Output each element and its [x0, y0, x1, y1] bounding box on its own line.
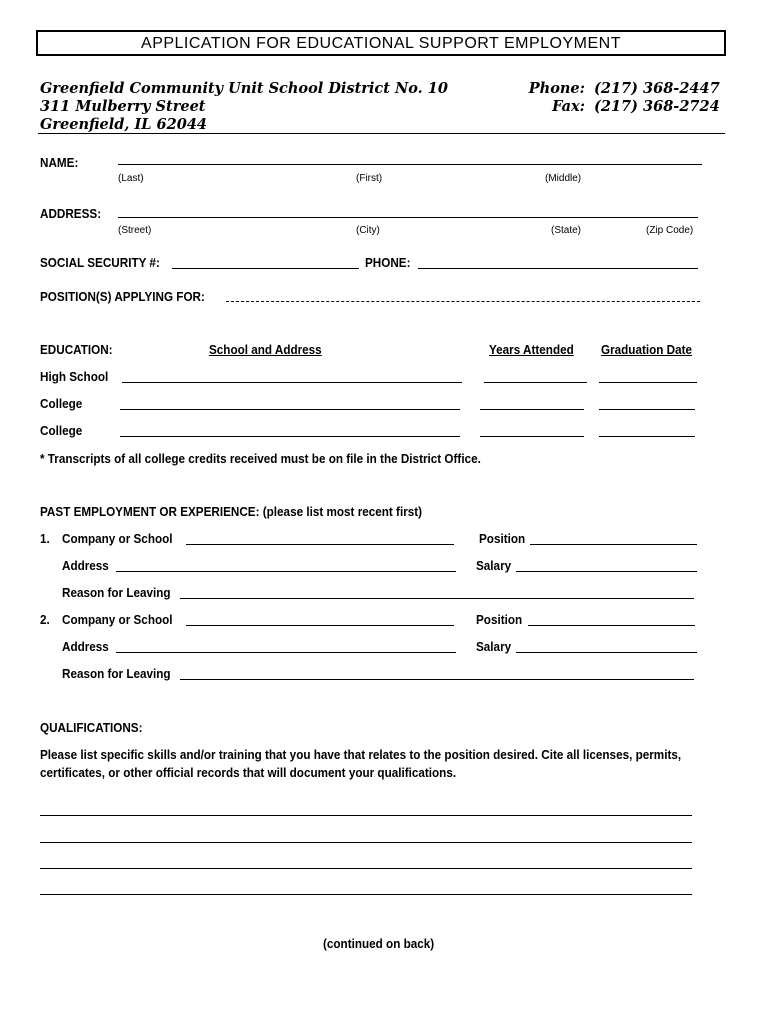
qualifications-line[interactable]: [40, 894, 692, 895]
header-divider: [38, 133, 725, 134]
reason-label-1: Reason for Leaving: [62, 585, 171, 600]
phone-label: Phone:: [528, 80, 585, 97]
district-fax: (217) 368-2724: [594, 98, 720, 115]
entry-number: 1.: [40, 531, 50, 546]
col-years-attended: Years Attended: [489, 342, 574, 357]
address-label: ADDRESS:: [40, 206, 102, 221]
position-field[interactable]: [226, 301, 700, 302]
position-field-1[interactable]: [530, 544, 697, 545]
name-field[interactable]: [118, 164, 702, 165]
name-first-caption: (First): [356, 173, 383, 184]
company-label: Company or School: [62, 612, 173, 627]
address-state-caption: (State): [551, 225, 582, 236]
address-field[interactable]: [118, 217, 698, 218]
qualifications-instructions-1: Please list specific skills and/or training that you have that relates to the position desired. Cite all licenses, permits,: [40, 747, 682, 762]
company-field-1[interactable]: [186, 544, 454, 545]
salary-label-2: Salary: [476, 639, 512, 654]
name-last-caption: (Last): [118, 173, 144, 184]
education-row-label: High School: [40, 369, 109, 384]
ssn-label: SOCIAL SECURITY #:: [40, 255, 160, 270]
address-zip-caption: (Zip Code): [646, 225, 694, 236]
qualifications-heading: QUALIFICATIONS:: [40, 720, 143, 735]
qualifications-line[interactable]: [40, 842, 692, 843]
name-label: NAME:: [40, 155, 79, 170]
college2-school-field[interactable]: [120, 436, 460, 437]
name-middle-caption: (Middle): [545, 173, 582, 184]
transcripts-note: * Transcripts of all college credits received must be on file in the District Office.: [40, 451, 481, 466]
hs-grad-field[interactable]: [599, 382, 697, 383]
hs-school-field[interactable]: [122, 382, 462, 383]
position-field-2[interactable]: [528, 625, 695, 626]
education-row-label: College: [40, 396, 83, 411]
hs-years-field[interactable]: [484, 382, 587, 383]
position-label-1: Position: [479, 531, 526, 546]
district-street: 311 Mulberry Street: [40, 98, 206, 115]
address-field-2[interactable]: [116, 652, 456, 653]
address-street-caption: (Street): [118, 225, 152, 236]
reason-label-2: Reason for Leaving: [62, 666, 171, 681]
company-label: Company or School: [62, 531, 173, 546]
company-field-2[interactable]: [186, 625, 454, 626]
college1-years-field[interactable]: [480, 409, 584, 410]
address-label-2: Address: [62, 639, 109, 654]
salary-field-1[interactable]: [516, 571, 697, 572]
reason-field-1[interactable]: [180, 598, 694, 599]
college2-grad-field[interactable]: [599, 436, 695, 437]
district-name: Greenfield Community Unit School District No. 10: [40, 80, 448, 97]
address-field-1[interactable]: [116, 571, 456, 572]
fax-label: Fax:: [552, 98, 585, 115]
qualifications-instructions-2: certificates, or other official records that will document your qualifications.: [40, 765, 457, 780]
address-label-1: Address: [62, 558, 109, 573]
salary-label-1: Salary: [476, 558, 512, 573]
entry-number: 2.: [40, 612, 50, 627]
col-graduation-date: Graduation Date: [601, 342, 693, 357]
salary-field-2[interactable]: [516, 652, 697, 653]
ssn-field[interactable]: [172, 268, 359, 269]
college1-grad-field[interactable]: [599, 409, 695, 410]
education-label: EDUCATION:: [40, 342, 113, 357]
reason-field-2[interactable]: [180, 679, 694, 680]
address-city-caption: (City): [356, 225, 380, 236]
district-phone: (217) 368-2447: [594, 80, 720, 97]
qualifications-line[interactable]: [40, 868, 692, 869]
phone-field-label: PHONE:: [365, 255, 411, 270]
phone-field[interactable]: [418, 268, 698, 269]
qualifications-line[interactable]: [40, 815, 692, 816]
education-row-label: College: [40, 423, 83, 438]
district-city: Greenfield, IL 62044: [40, 116, 207, 133]
position-label-2: Position: [476, 612, 523, 627]
form-title: APPLICATION FOR EDUCATIONAL SUPPORT EMPLOYMENT: [36, 30, 726, 56]
college2-years-field[interactable]: [480, 436, 584, 437]
col-school-address: School and Address: [209, 342, 322, 357]
continued-note: (continued on back): [323, 936, 435, 951]
employment-heading: PAST EMPLOYMENT OR EXPERIENCE: (please list most recent first): [40, 504, 423, 519]
position-label: POSITION(S) APPLYING FOR:: [40, 289, 205, 304]
college1-school-field[interactable]: [120, 409, 460, 410]
